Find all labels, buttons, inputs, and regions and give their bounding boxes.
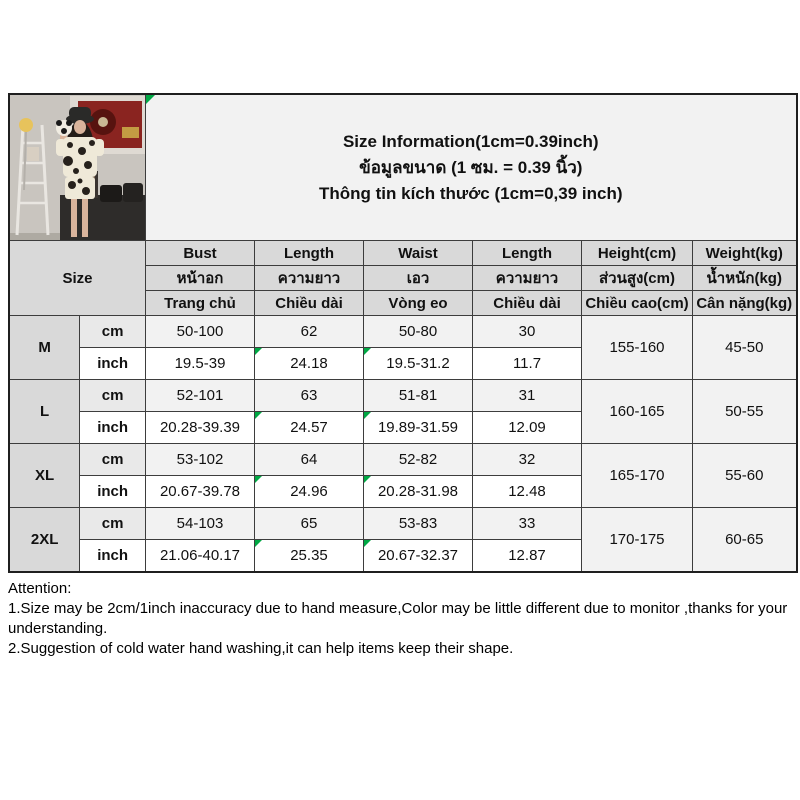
header-weight-th: น้ำหนัก(kg) xyxy=(693,266,797,291)
size-column-header: Size xyxy=(9,241,146,316)
header-bust-en: Bust xyxy=(146,241,255,266)
cell-m-cm-waist: 50-80 xyxy=(364,316,473,348)
title-english: Size Information(1cm=0.39inch) xyxy=(342,131,599,151)
size-2xl-label: 2XL xyxy=(9,508,80,572)
cell-l-height: 160-165 xyxy=(582,380,693,444)
model-photo-illustration xyxy=(10,95,145,240)
cell-m-inch-length: 24.18 xyxy=(255,348,364,380)
cell-m-cm-bust: 50-100 xyxy=(146,316,255,348)
attention-line-2: 2.Suggestion of cold water hand washing,it can help items keep their shape. xyxy=(8,640,514,657)
unit-inch-label: inch xyxy=(80,476,146,508)
size-xl-label: XL xyxy=(9,444,80,508)
cell-l-cm-length2: 31 xyxy=(473,380,582,412)
unit-cm-label: cm xyxy=(80,444,146,476)
header-length-th: ความยาว xyxy=(255,266,364,291)
cell-2xl-cm-length: 65 xyxy=(255,508,364,540)
cell-l-inch-length2: 12.09 xyxy=(473,412,582,444)
cell-l-inch-bust: 20.28-39.39 xyxy=(146,412,255,444)
cell-m-inch-waist: 19.5-31.2 xyxy=(364,348,473,380)
cell-xl-inch-length2: 12.48 xyxy=(473,476,582,508)
unit-cm-label: cm xyxy=(80,316,146,348)
header-length2-en: Length xyxy=(473,241,582,266)
header-length2-th: ความยาว xyxy=(473,266,582,291)
cell-l-inch-length: 24.57 xyxy=(255,412,364,444)
cell-xl-weight: 55-60 xyxy=(693,444,797,508)
attention-notes xyxy=(8,579,794,659)
title-thai: ข้อมูลขนาด (1 ซม. = 0.39 นิ้ว) xyxy=(359,157,583,177)
cell-xl-cm-length: 64 xyxy=(255,444,364,476)
cell-2xl-inch-length: 25.35 xyxy=(255,540,364,572)
table-row xyxy=(9,444,797,476)
size-info-title-cell xyxy=(146,94,797,241)
cell-2xl-inch-waist: 20.67-32.37 xyxy=(364,540,473,572)
unit-cm-label: cm xyxy=(80,380,146,412)
cell-l-cm-length: 63 xyxy=(255,380,364,412)
cell-xl-cm-length2: 32 xyxy=(473,444,582,476)
attention-line-1: 1.Size may be 2cm/1inch inaccuracy due to hand measure,Color may be little different due to monitor ,thanks for your understanding. xyxy=(8,600,788,637)
unit-inch-label: inch xyxy=(80,540,146,572)
cell-xl-inch-bust: 20.67-39.78 xyxy=(146,476,255,508)
cell-m-height: 155-160 xyxy=(582,316,693,380)
header-bust-vi: Trang chủ xyxy=(146,291,255,316)
unit-inch-label: inch xyxy=(80,412,146,444)
cell-l-cm-waist: 51-81 xyxy=(364,380,473,412)
cell-l-weight: 50-55 xyxy=(693,380,797,444)
cell-2xl-inch-length2: 12.87 xyxy=(473,540,582,572)
cell-2xl-cm-bust: 54-103 xyxy=(146,508,255,540)
cell-xl-height: 165-170 xyxy=(582,444,693,508)
cell-xl-cm-waist: 52-82 xyxy=(364,444,473,476)
cell-m-weight: 45-50 xyxy=(693,316,797,380)
cell-m-inch-bust: 19.5-39 xyxy=(146,348,255,380)
header-weight-en: Weight(kg) xyxy=(693,241,797,266)
title-vietnamese: Thông tin kích thước (1cm=0,39 inch) xyxy=(318,183,623,203)
table-row xyxy=(9,316,797,348)
cell-2xl-weight: 60-65 xyxy=(693,508,797,572)
cell-m-cm-length2: 30 xyxy=(473,316,582,348)
cell-xl-cm-bust: 53-102 xyxy=(146,444,255,476)
cell-xl-inch-length: 24.96 xyxy=(255,476,364,508)
size-l-label: L xyxy=(9,380,80,444)
cell-l-inch-waist: 19.89-31.59 xyxy=(364,412,473,444)
attention-heading: Attention: xyxy=(8,580,72,597)
cell-m-cm-length: 62 xyxy=(255,316,364,348)
cell-2xl-cm-waist: 53-83 xyxy=(364,508,473,540)
header-waist-th: เอว xyxy=(364,266,473,291)
size-m-label: M xyxy=(9,316,80,380)
header-length-en: Length xyxy=(255,241,364,266)
header-length-vi: Chiều dài xyxy=(255,291,364,316)
cell-2xl-cm-length2: 33 xyxy=(473,508,582,540)
cell-l-cm-bust: 52-101 xyxy=(146,380,255,412)
header-waist-en: Waist xyxy=(364,241,473,266)
cell-xl-inch-waist: 20.28-31.98 xyxy=(364,476,473,508)
size-chart-table xyxy=(8,93,798,573)
cell-2xl-height: 170-175 xyxy=(582,508,693,572)
header-height-vi: Chiều cao(cm) xyxy=(582,291,693,316)
header-height-th: ส่วนสูง(cm) xyxy=(582,266,693,291)
header-waist-vi: Vòng eo xyxy=(364,291,473,316)
header-bust-th: หน้าอก xyxy=(146,266,255,291)
product-photo xyxy=(9,94,146,241)
header-weight-vi: Cân nặng(kg) xyxy=(693,291,797,316)
cell-2xl-inch-bust: 21.06-40.17 xyxy=(146,540,255,572)
unit-cm-label: cm xyxy=(80,508,146,540)
header-length2-vi: Chiều dài xyxy=(473,291,582,316)
unit-inch-label: inch xyxy=(80,348,146,380)
table-row xyxy=(9,508,797,540)
table-row xyxy=(9,380,797,412)
header-height-en: Height(cm) xyxy=(582,241,693,266)
cell-m-inch-length2: 11.7 xyxy=(473,348,582,380)
